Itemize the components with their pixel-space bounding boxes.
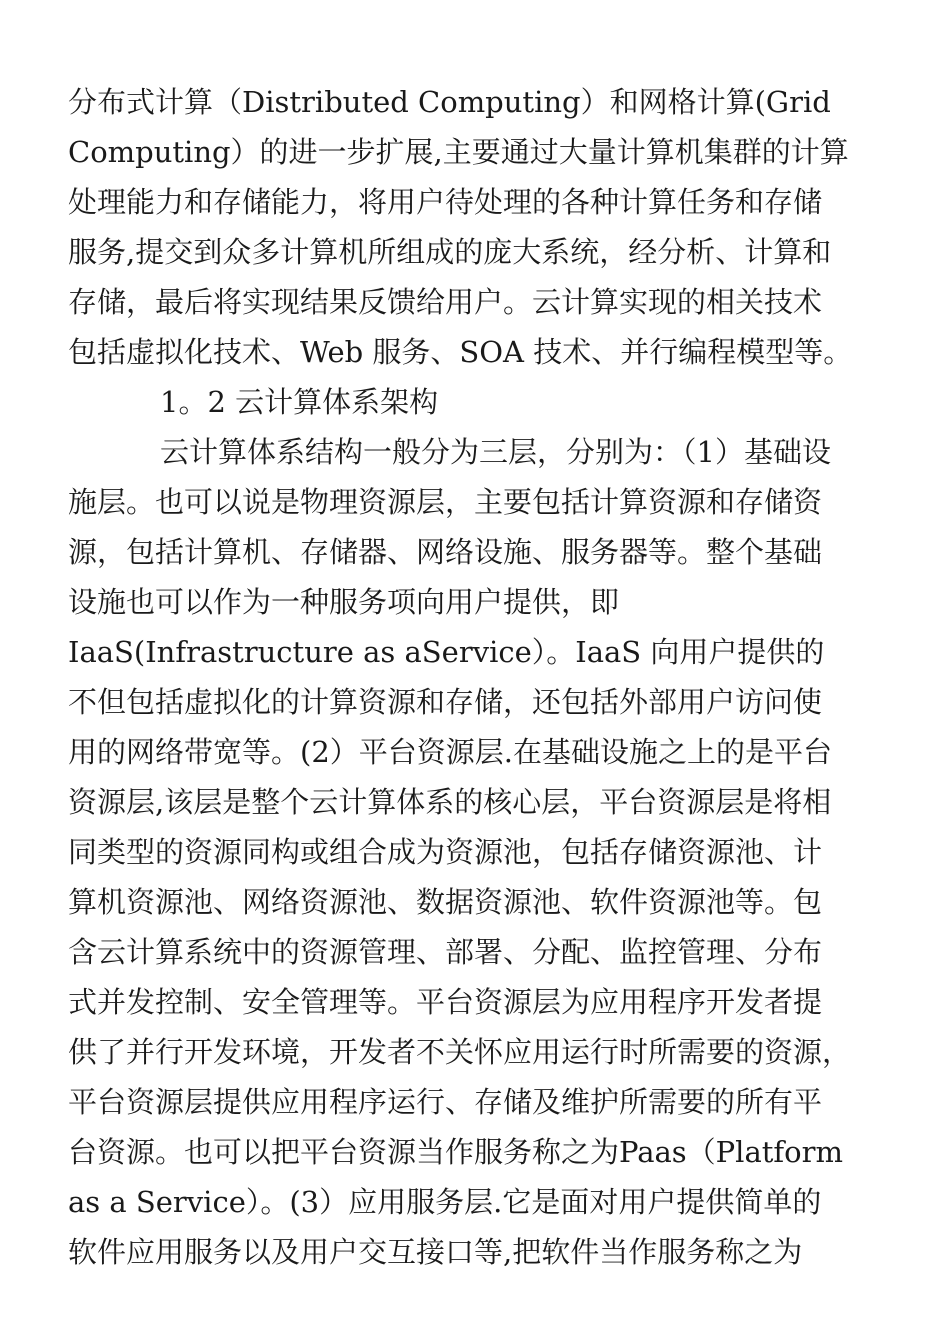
text-line: IaaS(Infrastructure as aService）。IaaS 向用户提供的 xyxy=(68,635,825,669)
text-line: 源，包括计算机、存储器、网络设施、服务器等。整个基础 xyxy=(68,535,823,569)
text-line: 台资源。也可以把平台资源当作服务称之为Paas（Platform xyxy=(68,1135,843,1169)
text-line: 式并发控制、安全管理等。平台资源层为应用程序开发者提 xyxy=(68,985,823,1019)
text-line: 服务,提交到众多计算机所组成的庞大系统，经分析、计算和 xyxy=(68,235,832,269)
text-line: 施层。也可以说是物理资源层，主要包括计算资源和存储资 xyxy=(68,485,823,519)
text-line: 云计算体系结构一般分为三层，分别为：（1）基础设 xyxy=(160,435,831,469)
text-line: 分布式计算（Distributed Computing）和网格计算(Grid xyxy=(68,85,831,119)
text-line: 软件应用服务以及用户交互接口等,把软件当作服务称之为 xyxy=(68,1235,803,1269)
text-line: Computing）的进一步扩展,主要通过大量计算机集群的计算 xyxy=(68,135,849,169)
text-line: 资源层,该层是整个云计算体系的核心层，平台资源层是将相 xyxy=(68,785,832,819)
text-line: as a Service）。(3）应用服务层.它是面对用户提供简单的 xyxy=(68,1185,822,1219)
text-line: 同类型的资源同构或组合成为资源池，包括存储资源池、计 xyxy=(68,835,823,869)
text-line: 含云计算系统中的资源管理、部署、分配、监控管理、分布 xyxy=(68,935,823,969)
text-line: 算机资源池、网络资源池、数据资源池、软件资源池等。包 xyxy=(68,885,823,919)
text-line: 设施也可以作为一种服务项向用户提供，即 xyxy=(68,585,620,619)
text-line: 用的网络带宽等。(2）平台资源层.在基础设施之上的是平台 xyxy=(68,735,832,769)
text-line: 包括虚拟化技术、Web 服务、SOA 技术、并行编程模型等。 xyxy=(68,335,853,369)
text-line: 存储，最后将实现结果反馈给用户。云计算实现的相关技术 xyxy=(68,285,823,319)
text-line: 处理能力和存储能力，将用户待处理的各种计算任务和存储 xyxy=(68,185,823,219)
text-line: 不但包括虚拟化的计算资源和存储，还包括外部用户访问使 xyxy=(68,685,823,719)
text-line: 平台资源层提供应用程序运行、存储及维护所需要的所有平 xyxy=(68,1085,823,1119)
section-heading: 1。2 云计算体系架构 xyxy=(160,385,439,419)
text-line: 供了并行开发环境，开发者不关怀应用运行时所需要的资源， xyxy=(68,1035,852,1069)
